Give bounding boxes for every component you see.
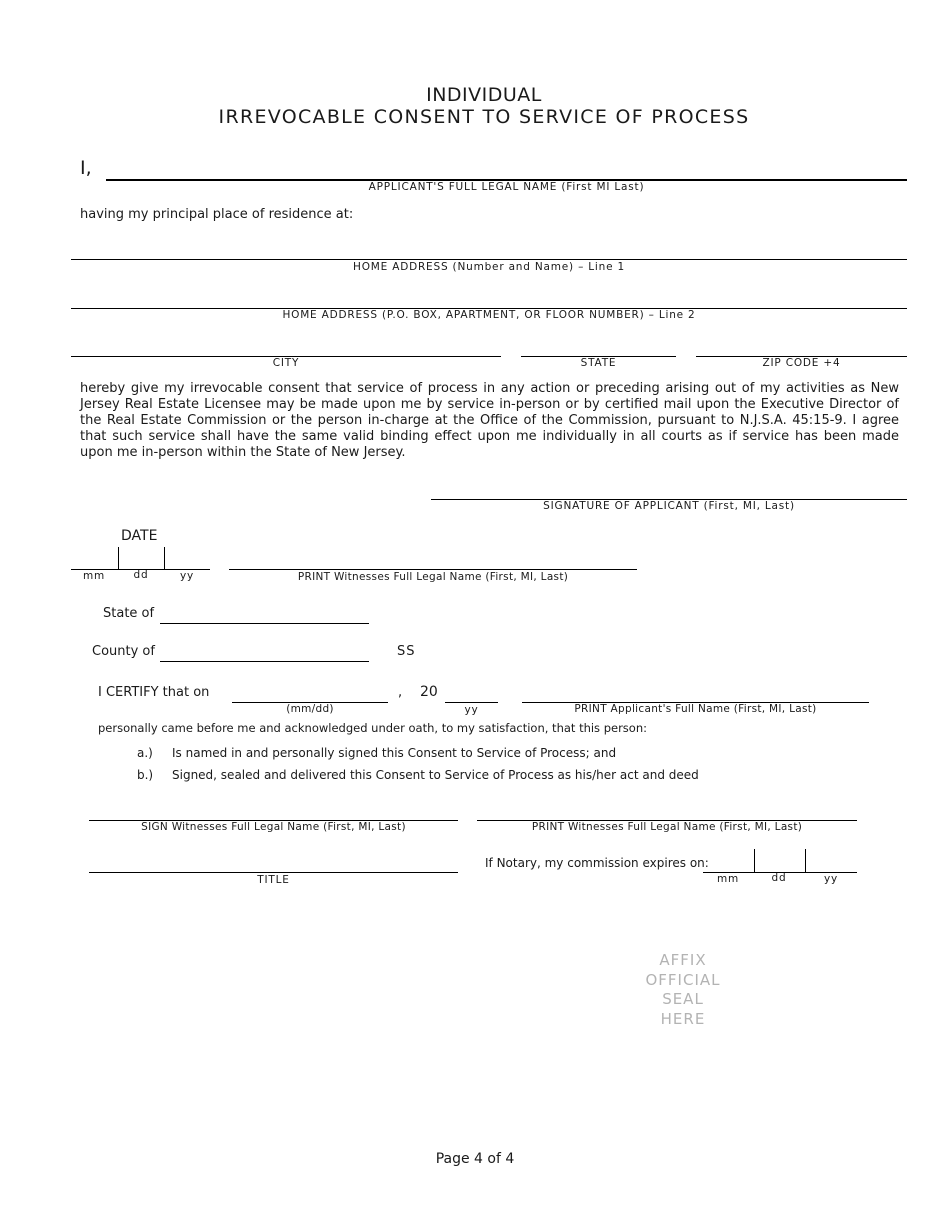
state-of-field[interactable] — [160, 623, 369, 624]
item-a-label: a.) — [137, 746, 153, 760]
county-of-field[interactable] — [160, 661, 369, 662]
zip-caption: ZIP CODE +4 — [762, 357, 841, 369]
certify-label: I CERTIFY that on — [98, 685, 210, 700]
consent-paragraph: hereby give my irrevocable consent that service of process in any action or preceding arising out of my activities as New Jersey Real Estate Licensee may be made upon me by service in-person or by certified mail upon the Executive Director of the Real Estate Commission or the person in-charge at the Office of the Commission, pursuant to N.J.S.A. 45:15-9. I agree that such service shall have the same valid binding effect upon me individually in all courts as if service has been made upon me in-person within the State of New Jersey. — [80, 381, 899, 460]
commission-dd-caption: dd — [771, 872, 787, 884]
seal-line: AFFIX — [659, 951, 707, 969]
form-subtitle: IRREVOCABLE CONSENT TO SERVICE OF PROCESS — [218, 106, 750, 128]
certify-mmdd-caption: (mm/dd) — [286, 703, 334, 715]
address-line1-caption: HOME ADDRESS (Number and Name) – Line 1 — [353, 261, 625, 273]
state-caption: STATE — [580, 357, 617, 369]
certify-yy-caption: yy — [464, 704, 479, 716]
residence-text: having my principal place of residence at: — [80, 207, 354, 222]
applicant-prefix: I, — [80, 157, 92, 179]
applicant-signature-caption: SIGNATURE OF APPLICANT (First, MI, Last) — [543, 500, 795, 512]
address-line2-caption: HOME ADDRESS (P.O. BOX, APARTMENT, OR FLOOR NUMBER) – Line 2 — [282, 309, 696, 321]
item-b-text: Signed, sealed and delivered this Consent to Service of Process as his/her act and deed — [172, 768, 699, 782]
address-line1-field[interactable] — [71, 259, 907, 260]
applicant-print-caption: PRINT Applicant's Full Name (First, MI, Last) — [574, 703, 817, 715]
seal-line: OFFICIAL — [645, 970, 721, 989]
date-mm-caption: mm — [82, 570, 106, 582]
seal-line: SEAL — [662, 990, 704, 1008]
certify-comma: , — [398, 685, 403, 700]
date-dd-caption: dd — [133, 569, 149, 581]
year-prefix: 20 — [420, 684, 438, 700]
form-title: INDIVIDUAL — [426, 84, 542, 106]
date-divider-1 — [118, 547, 119, 569]
date-divider-2 — [164, 547, 165, 569]
witness-print-caption: PRINT Witnesses Full Legal Name (First, MI, Last) — [297, 571, 569, 583]
city-caption: CITY — [272, 357, 300, 369]
date-yy-caption: yy — [179, 570, 195, 582]
commission-divider-2 — [805, 849, 806, 872]
acknowledge-text: personally came before me and acknowledged under oath, to my satisfaction, that this person: — [98, 721, 647, 735]
ss-label: SS — [397, 644, 416, 659]
witness-sign-caption: SIGN Witnesses Full Legal Name (First, MI, Last) — [141, 821, 406, 833]
commission-label: If Notary, my commission expires on: — [485, 856, 709, 870]
applicant-name-caption: APPLICANT'S FULL LEGAL NAME (First MI Last) — [368, 181, 645, 193]
state-of-label: State of — [103, 606, 155, 621]
item-b-label: b.) — [137, 768, 154, 782]
page-number: Page 4 of 4 — [435, 1151, 515, 1167]
date-label: DATE — [121, 528, 158, 544]
seal-line: HERE — [660, 1009, 706, 1028]
commission-mm-caption: mm — [716, 873, 740, 885]
commission-yy-caption: yy — [823, 873, 839, 885]
commission-divider-1 — [754, 849, 755, 872]
title-field[interactable] — [89, 872, 458, 873]
witness-print-field[interactable] — [229, 569, 637, 570]
seal-placeholder — [633, 951, 733, 1029]
certify-year-field[interactable] — [445, 702, 498, 703]
county-of-label: County of — [92, 644, 155, 659]
witness-print-caption-2: PRINT Witnesses Full Legal Name (First, MI, Last) — [531, 821, 803, 833]
title-caption: TITLE — [257, 874, 290, 886]
item-a-text: Is named in and personally signed this Consent to Service of Process; and — [172, 746, 617, 760]
